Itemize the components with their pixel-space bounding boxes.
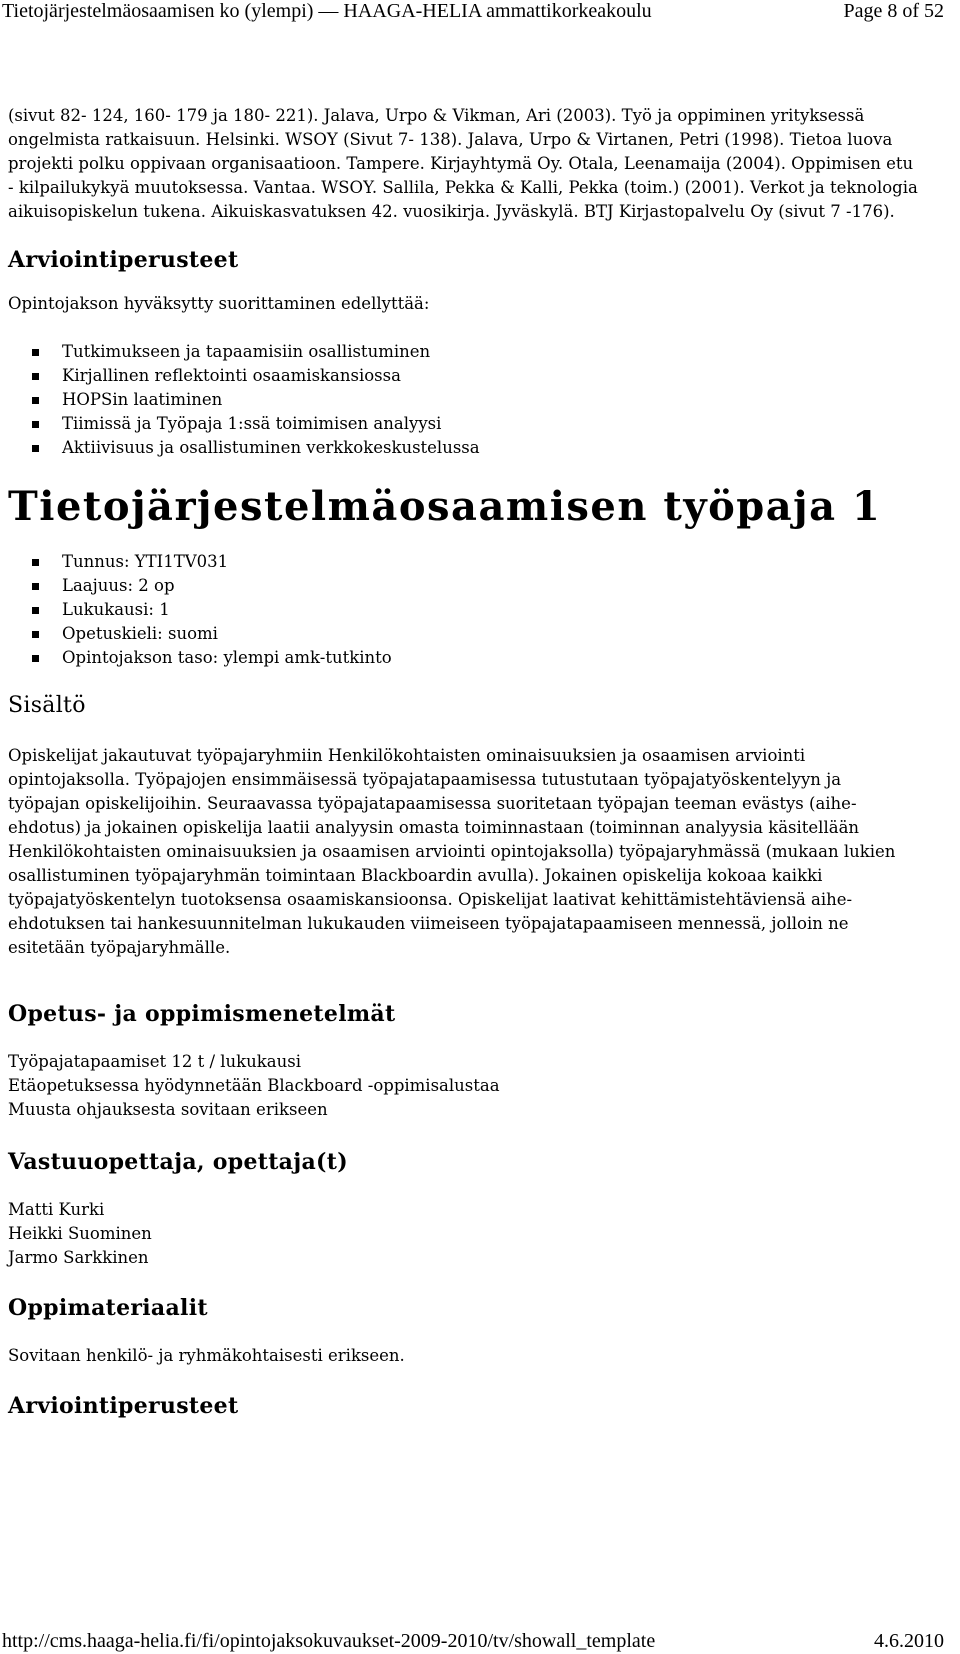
list-item: Lukukausi: 1: [32, 598, 918, 622]
assessment-heading: Arviointiperusteet: [8, 247, 239, 273]
methods-line: Muusta ohjauksesta sovitaan erikseen: [8, 1100, 328, 1119]
list-item: HOPSin laatiminen: [32, 388, 918, 412]
methods-heading: Opetus- ja oppimismenetelmät: [8, 1001, 396, 1027]
course-facts-list: [8, 550, 918, 670]
content-heading: Sisältö: [8, 693, 86, 718]
materials-text: Sovitaan henkilö- ja ryhmäkohtaisesti erikseen.: [8, 1346, 405, 1365]
teacher-name: Matti Kurki: [8, 1200, 105, 1219]
list-item: Tiimissä ja Työpaja 1:ssä toimimisen analyysi: [32, 412, 918, 436]
print-header: [2, 0, 944, 23]
print-footer-url: http://cms.haaga-helia.fi/fi/opintojaksokuvaukset-2009-2010/tv/showall_template: [2, 1630, 656, 1652]
teacher-name: Jarmo Sarkkinen: [8, 1248, 149, 1267]
list-item: Tunnus: YTI1TV031: [32, 550, 918, 574]
teachers-heading: Vastuuopettaja, opettaja(t): [8, 1149, 348, 1175]
content-paragraph: Opiskelijat jakautuvat työpajaryhmiin Henkilökohtaisten ominaisuuksien ja osaamisen arviointi opintojaksolla. Työpajojen ensimmäisessä työpajatapaamisessa tutustutaan työpajatyöskentelyyn ja työpajan opiskelijoihin. Seuraavassa työpajatapaamisessa suoritetaan työpajan teeman evästys (aihe-ehdotus) ja jokainen opiskelija laatii analyysin omasta toiminnastaan (toiminnan analyysia käsitellään Henkilökohtaisten ominaisuuksien ja osaamisen arviointi opintojaksolla) työpajaryhmässä (mukaan lukien osallistuminen työpajaryhmän toimintaan Blackboardin avulla). Jokainen opiskelija kokoaa kaikki työpajatyöskentelyn tuotoksensa osaamiskansioonsa. Opiskelijat laativat kehittämistehtäviensä aihe-ehdotuksen tai hankesuunnitelman lukukauden viimeiseen työpajatapaamiseen mennessä, jolloin ne esitetään työpajaryhmälle.: [8, 746, 896, 957]
list-item: Kirjallinen reflektointi osaamiskansiossa: [32, 364, 918, 388]
teachers-lines: [8, 1198, 918, 1270]
methods-lines: [8, 1050, 918, 1122]
assessment-list: [8, 340, 918, 460]
methods-line: Etäopetuksessa hyödynnetään Blackboard -oppimisalustaa: [8, 1076, 500, 1095]
course-title: Tietojärjestelmäosaamisen työpaja 1: [8, 483, 882, 530]
list-item: Laajuus: 2 op: [32, 574, 918, 598]
print-header-title: Tietojärjestelmäosaamisen ko (ylempi) — HAAGA-HELIA ammattikorkeakoulu: [2, 0, 652, 22]
list-item: Aktiivisuus ja osallistuminen verkkokeskustelussa: [32, 436, 918, 460]
materials-heading: Oppimateriaalit: [8, 1295, 208, 1321]
assessment-intro: Opintojakson hyväksytty suorittaminen edellyttää:: [8, 294, 430, 313]
references-paragraph: (sivut 82- 124, 160- 179 ja 180- 221). Jalava, Urpo & Vikman, Ari (2003). Työ ja oppiminen yrityksessä ongelmista ratkaisuun. Helsinki. WSOY (Sivut 7- 138). Jalava, Urpo & Virtanen, Petri (1998). Tietoa luova projekti polku oppivaan organisaatioon. Tampere. Kirjayhtymä Oy. Otala, Leenamaija (2004). Oppimisen etu - kilpailukykyä muutoksessa. Vantaa. WSOY. Sallila, Pekka & Kalli, Pekka (toim.) (2001). Verkot ja teknologia aikuisopiskelun tukena. Aikuiskasvatuksen 42. vuosikirja. Jyväskylä. BTJ Kirjastopalvelu Oy (sivut 7 -176).: [8, 106, 918, 221]
document-content: [8, 104, 918, 1420]
teacher-name: Heikki Suominen: [8, 1224, 152, 1243]
print-footer-date: 4.6.2010: [874, 1630, 944, 1652]
list-item: Opintojakson taso: ylempi amk-tutkinto: [32, 646, 918, 670]
print-footer: [2, 1630, 944, 1653]
assessment-heading-2: Arviointiperusteet: [8, 1393, 239, 1419]
list-item: Tutkimukseen ja tapaamisiin osallistuminen: [32, 340, 918, 364]
methods-line: Työpajatapaamiset 12 t / lukukausi: [8, 1052, 302, 1071]
print-page-number: Page 8 of 52: [843, 0, 944, 22]
list-item: Opetuskieli: suomi: [32, 622, 918, 646]
